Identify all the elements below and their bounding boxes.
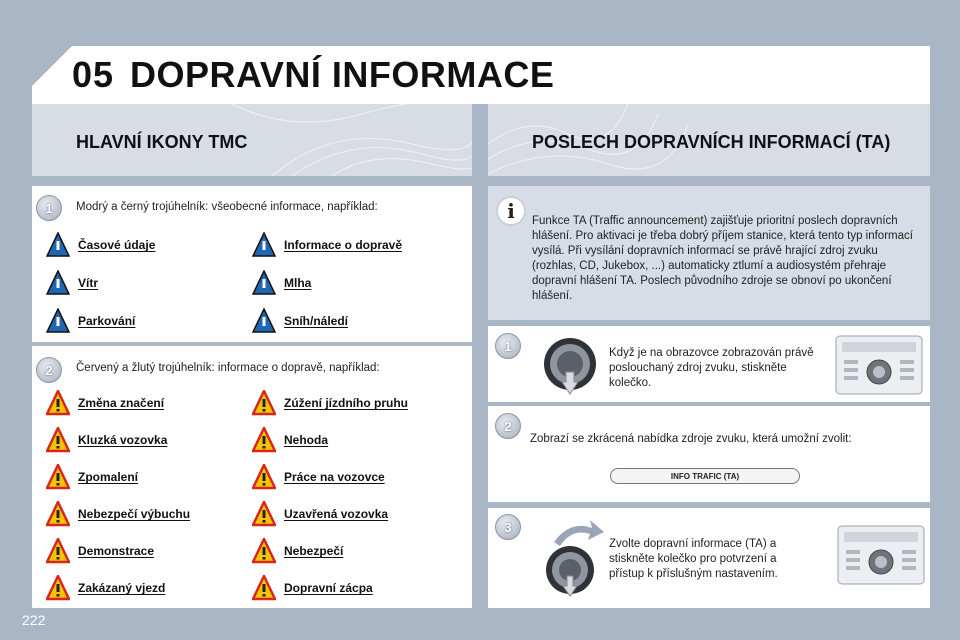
tmc-icon-label: Sníh/náledí xyxy=(284,314,349,328)
step-badge: 2 xyxy=(36,357,62,383)
fog-triangle-icon xyxy=(252,270,276,296)
right-section-title: POSLECH DOPRAVNÍCH INFORMACÍ (TA) xyxy=(532,132,891,152)
traffic-jam-triangle-icon xyxy=(252,575,276,601)
tmc-icon-label: Zpomalení xyxy=(78,470,139,484)
tmc-icon-item xyxy=(252,388,408,418)
page-title: DOPRAVNÍ INFORMACE xyxy=(130,54,555,95)
accident-triangle-icon xyxy=(252,427,276,453)
step2-panel xyxy=(488,406,930,502)
explosion-triangle-icon xyxy=(46,501,70,527)
tmc-icon-label: Mlha xyxy=(284,276,312,290)
general-info-intro: Modrý a černý trojúhelník: všeobecné informace, například: xyxy=(76,201,378,213)
tmc-icon-label: Demonstrace xyxy=(78,544,155,558)
roadworks-triangle-icon xyxy=(252,464,276,490)
tmc-icon-label: Kluzká vozovka xyxy=(78,433,168,447)
slowdown-triangle-icon xyxy=(46,464,70,490)
ta-info-text: Funkce TA (Traffic announcement) zajišťuje prioritní poslech dopravních hlášení. Pro aktivaci je třeba dobrý příjem stanice, která tento typ informací vysílá. Při vysílání dopravních informací se právě hrající zdroj zvuku (rozhlas, CD, Jukebox, ...) automaticky ztlumí a audiosystém přehraje dopravní hlášení TA. Poslech původního zdroje se obnoví po ukončení hlášení. xyxy=(532,215,913,302)
audio-unit-icon xyxy=(836,524,926,586)
rotate-knob-icon xyxy=(540,516,610,600)
tmc-icon-item xyxy=(46,306,135,336)
no-entry-triangle-icon xyxy=(46,575,70,601)
snow-triangle-icon xyxy=(252,308,276,334)
tmc-icon-label: Dopravní zácpa xyxy=(284,581,373,595)
left-section-title: HLAVNÍ IKONY TMC xyxy=(76,132,248,152)
tmc-icon-item xyxy=(252,499,388,529)
danger-triangle-icon xyxy=(252,538,276,564)
traffic-info-intro: Červený a žlutý trojúhelník: informace o dopravě, například: xyxy=(76,362,380,374)
tmc-icon-label: Práce na vozovce xyxy=(284,470,385,484)
tmc-icon-item xyxy=(252,462,385,492)
step-badge: 3 xyxy=(495,514,521,540)
lane-narrow-triangle-icon xyxy=(252,390,276,416)
slippery-triangle-icon xyxy=(46,427,70,453)
wind-triangle-icon xyxy=(46,270,70,296)
tmc-icon-item xyxy=(46,573,165,603)
tmc-icon-label: Nebezpečí výbuchu xyxy=(78,507,191,521)
audio-unit-icon xyxy=(834,334,924,396)
tmc-icon-item xyxy=(252,306,348,336)
tmc-icon-item xyxy=(46,425,167,455)
step-badge: 1 xyxy=(36,195,62,221)
tmc-icon-item xyxy=(252,230,402,260)
tmc-icon-label: Parkování xyxy=(78,314,136,328)
tmc-icon-item xyxy=(252,536,343,566)
tmc-icon-item xyxy=(46,536,154,566)
tmc-icon-item xyxy=(46,499,190,529)
tmc-icon-label: Změna značení xyxy=(78,396,165,410)
tmc-icon-item xyxy=(252,573,373,603)
info-trafic-menu-item[interactable]: INFO TRAFIC (TA) xyxy=(610,468,800,484)
clock-triangle-icon xyxy=(46,232,70,258)
tmc-icon-label: Vítr xyxy=(78,276,99,290)
tmc-icon-item xyxy=(46,268,98,298)
chapter-number: 05 xyxy=(72,54,115,95)
parking-triangle-icon xyxy=(46,308,70,334)
tmc-icon-label: Časové údaje xyxy=(78,238,156,252)
tmc-icon-label: Informace o dopravě xyxy=(284,238,403,252)
step-badge: 2 xyxy=(495,413,521,439)
step2-text: Zobrazí se zkrácená nabídka zdroje zvuku, která umožní zvolit: xyxy=(530,433,852,445)
tmc-icon-label: Uzavřená vozovka xyxy=(284,507,389,521)
step3-text: Zvolte dopravní informace (TA) a stiskněte kolečko pro potvrzení a přístup k příslušným nastavením. xyxy=(609,538,778,580)
tmc-icon-label: Nehoda xyxy=(284,433,329,447)
demonstration-triangle-icon xyxy=(46,538,70,564)
tmc-icon-item xyxy=(46,462,138,492)
info-icon: i xyxy=(496,196,526,226)
tmc-icon-label: Zúžení jízdního pruhu xyxy=(284,396,408,410)
press-knob-icon xyxy=(542,334,598,396)
road-closed-triangle-icon xyxy=(252,501,276,527)
tmc-icon-item xyxy=(252,268,311,298)
tmc-icon-item xyxy=(252,425,328,455)
step1-text: Když je na obrazovce zobrazován právě poslouchaný zdroj zvuku, stiskněte kolečko. xyxy=(609,347,814,389)
tmc-icon-item xyxy=(46,388,164,418)
step-badge: 1 xyxy=(495,333,521,359)
tmc-icon-item xyxy=(46,230,155,260)
tmc-icon-label: Zakázaný vjezd xyxy=(78,581,166,595)
tmc-icon-label: Nebezpečí xyxy=(284,544,344,558)
info-triangle-icon xyxy=(252,232,276,258)
page-number: 222 xyxy=(22,612,46,628)
sign-change-triangle-icon xyxy=(46,390,70,416)
